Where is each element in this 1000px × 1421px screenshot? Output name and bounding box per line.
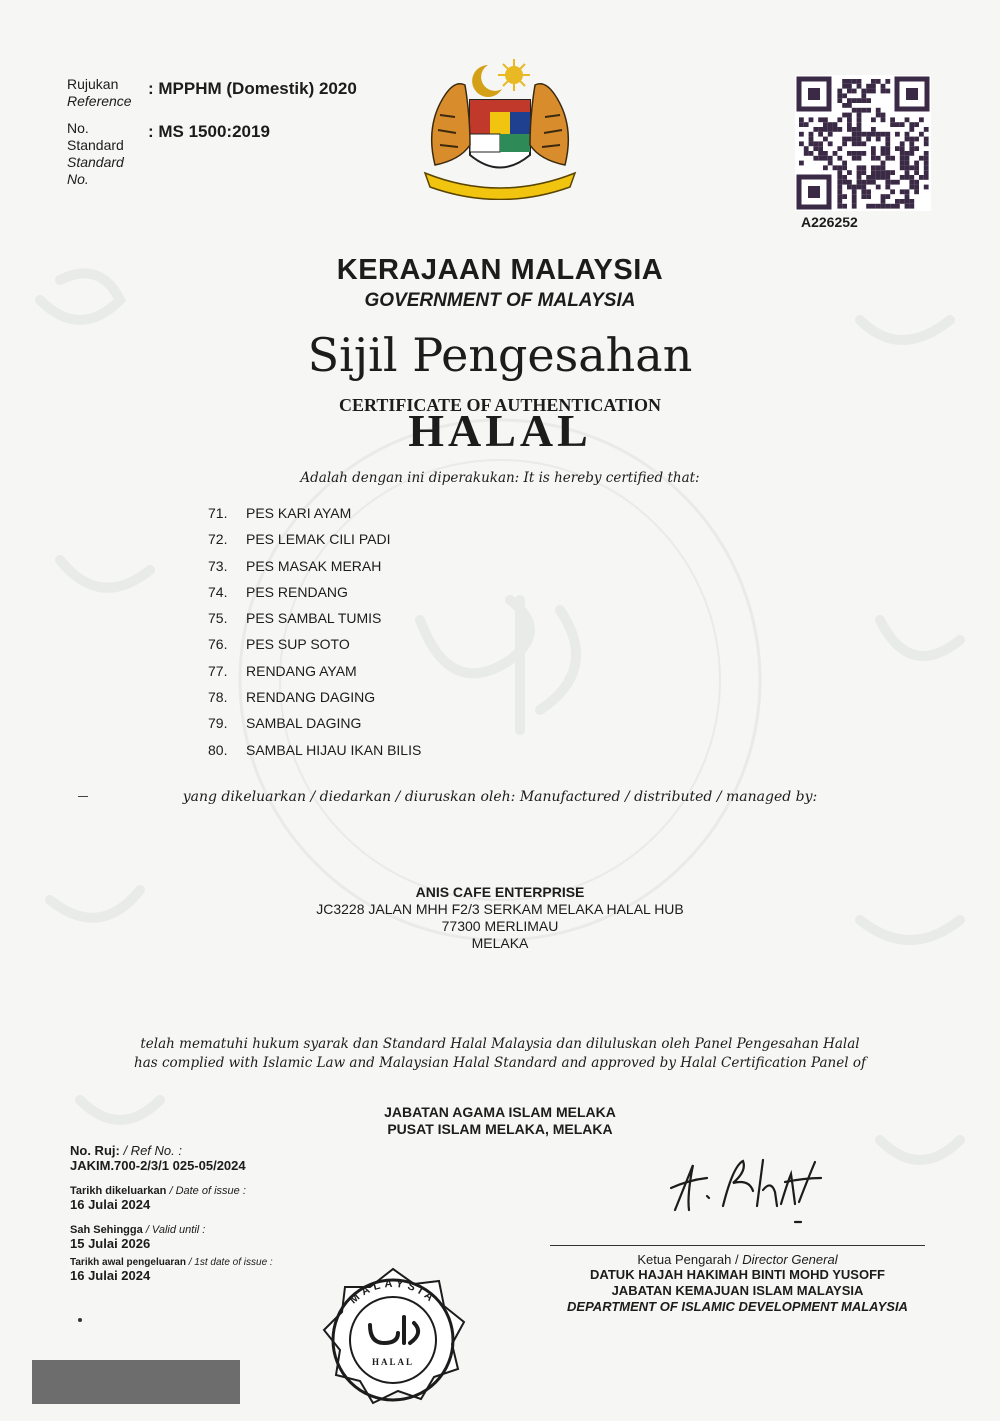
signatory-name: DATUK HAJAH HAKIMAH BINTI MOHD YUSOFF: [590, 1267, 885, 1282]
redacted-bar: [32, 1360, 240, 1404]
signature-line: [550, 1245, 925, 1246]
compliance-statement-en: has complied with Islamic Law and Malaysian Halal Standard and approved by Halal Certification Panel of: [134, 1055, 866, 1071]
ref-no-label: No. Ruj: / Ref No. :: [70, 1143, 182, 1158]
certified-statement: Adalah dengan ini diperakukan: It is hereby certified that:: [300, 470, 700, 486]
list-item: 71. PES KARI AYAM: [208, 505, 352, 521]
signatory-title: Ketua Pengarah / Director General: [637, 1252, 838, 1267]
qr-code-number: A226252: [801, 214, 858, 230]
list-item: 72. PES LEMAK CILI PADI: [208, 531, 391, 548]
signatory-dept-ms: JABATAN KEMAJUAN ISLAM MALAYSIA: [611, 1283, 864, 1298]
signatory-dept-en: DEPARTMENT OF ISLAMIC DEVELOPMENT MALAYSIA: [567, 1299, 908, 1314]
dot: [78, 1318, 82, 1322]
coat-of-arms-icon: [410, 55, 590, 200]
issue-date-value: 16 Julai 2024: [70, 1197, 151, 1212]
list-item: 73. PES MASAK MERAH: [208, 557, 382, 574]
first-issue-value: 16 Julai 2024: [70, 1268, 151, 1283]
reference-label: Rujukan Reference: [67, 76, 132, 109]
signature-icon: [665, 1148, 835, 1228]
standard-value: : MS 1500:2019: [148, 122, 270, 141]
company-address-2: 77300 MERLIMAU: [441, 918, 559, 934]
list-item: 78. RENDANG DAGING: [208, 689, 376, 706]
halal-logo-top-text: MALAYSIA: [347, 1277, 439, 1307]
standard-label: No. Standard Standard No.: [67, 120, 124, 187]
first-issue-label: Tarikh awal pengeluaran / 1st date of issue :: [70, 1257, 273, 1268]
valid-until-value: 15 Julai 2026: [70, 1236, 151, 1251]
halal-logo-bottom-text: HALAL: [371, 1357, 415, 1367]
product-list: [208, 505, 421, 768]
list-item: 79. SAMBAL DAGING: [208, 715, 362, 732]
manufactured-statement: yang dikeluarkan / diedarkan / diuruskan oleh: Manufactured / distributed / managed by:: [182, 789, 818, 805]
certificate-title-ms: Sijil Pengesahan: [307, 328, 693, 382]
issue-date-label: Tarikh dikeluarkan / Date of issue :: [70, 1185, 246, 1197]
company-block: [0, 884, 1000, 952]
ref-no-value: JAKIM.700-2/3/1 025-05/2024: [70, 1158, 246, 1173]
issuing-department: JABATAN AGAMA ISLAM MELAKA PUSAT ISLAM MELAKA, MELAKA: [384, 1104, 616, 1137]
list-item: 76. PES SUP SOTO: [208, 636, 350, 653]
signatory-block: [550, 1252, 925, 1315]
valid-until-label: Sah Sehingga / Valid until :: [70, 1224, 206, 1236]
company-address-3: MELAKA: [471, 935, 529, 951]
list-item: 74. PES RENDANG: [208, 583, 348, 600]
list-item: 77. RENDANG AYAM: [208, 662, 357, 679]
reference-value: : MPPHM (Domestik) 2020: [148, 79, 357, 98]
compliance-statement-ms: telah mematuhi hukum syarak dan Standard Halal Malaysia dan diluluskan oleh Panel Pengesahan Halal: [140, 1036, 860, 1052]
company-name: ANIS CAFE ENTERPRISE: [415, 884, 585, 900]
details-block: [70, 1143, 273, 1283]
halal-title: HALAL: [408, 405, 592, 456]
certificate-title-en: CERTIFICATE OF AUTHENTICATION: [338, 395, 662, 415]
list-item: 75. PES SAMBAL TUMIS: [208, 610, 382, 627]
qr-code-icon: [795, 75, 931, 211]
government-title-en: GOVERNMENT OF MALAYSIA: [364, 290, 636, 311]
government-title-ms: KERAJAAN MALAYSIA: [336, 254, 664, 286]
list-item: 80. SAMBAL HIJAU IKAN BILIS: [208, 741, 422, 758]
company-address-1: JC3228 JALAN MHH F2/3 SERKAM MELAKA HALAL HUB: [316, 901, 684, 917]
halal-logo-icon: [318, 1265, 468, 1415]
